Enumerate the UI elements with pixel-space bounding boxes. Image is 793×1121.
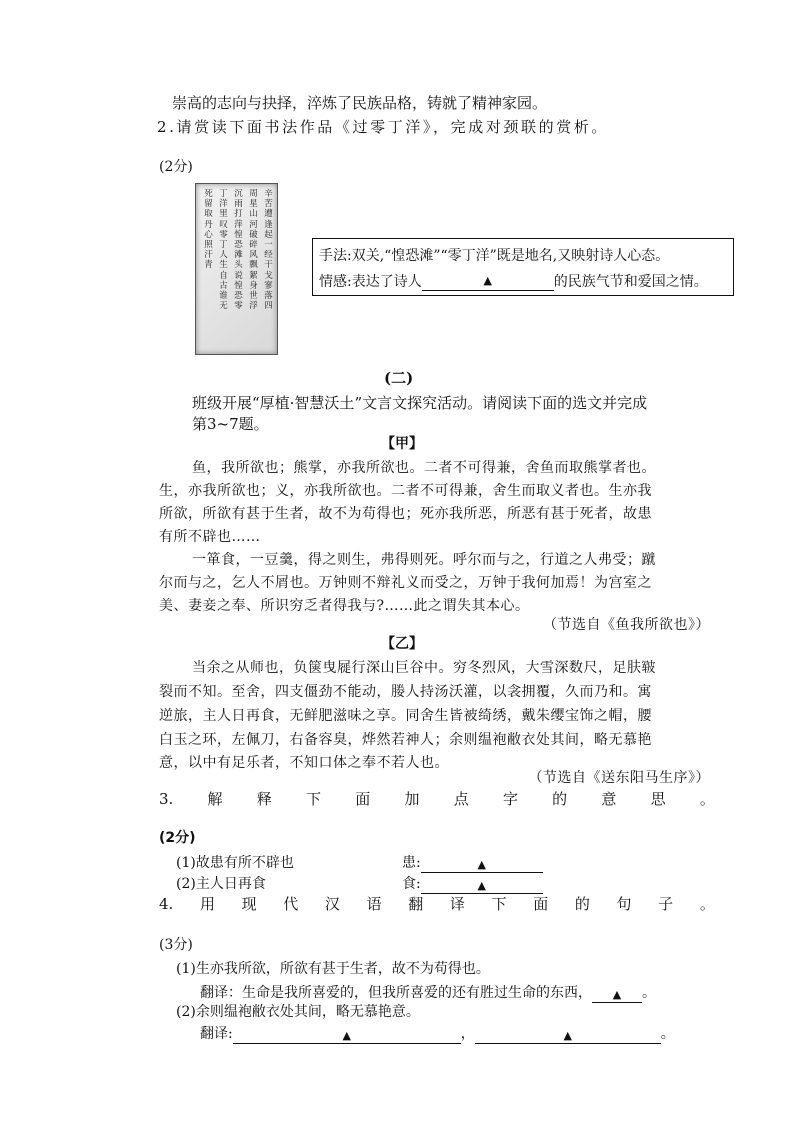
calligraphy-column-4: 丁洋里叹零丁人生自古谁无	[219, 189, 228, 312]
question-4-score: (3分)	[159, 937, 193, 953]
emotion-answer-blank[interactable]	[422, 272, 554, 291]
prompt-char: 点	[453, 790, 469, 808]
emotion-label: 情感:	[319, 274, 352, 290]
prompt-char: 语	[366, 895, 382, 913]
question-3-prompt	[159, 789, 715, 809]
passage-b-line: 意，以中有足乐者，不知口体之奉不若人也。	[159, 755, 449, 771]
technique-label: 手法:	[319, 248, 352, 264]
passage-a-label: 【甲】	[381, 436, 423, 452]
passage-a-line: 所欲，所欲有甚于生者，故不为苟得也；死亦我所恶，所恶有甚于死者，故患	[159, 506, 652, 522]
question-3-item-2: (2)主人日再食	[176, 876, 266, 892]
passage-a-line: 尔而与之，乞人不屑也。万钟则不辩礼义而受之，万钟于我何加焉！为宫室之	[159, 575, 652, 591]
sentence-end: 。	[642, 985, 656, 1001]
answer-blank[interactable]	[421, 854, 543, 873]
section-intro-line2: 第3~7题。	[192, 415, 269, 433]
translation-blank-2[interactable]	[475, 1025, 661, 1044]
question-4-item-1: (1)生亦我所欲，所欲有甚于生者，故不为苟得也。	[176, 961, 490, 977]
passage-b-line: 逆旅，主人日再食，无鲜肥滋味之享。同舍生皆被绮绣，戴朱缨宝饰之帽，腰	[159, 708, 652, 724]
prompt-char: 。	[699, 895, 715, 913]
prompt-char: 现	[241, 895, 257, 913]
question-4-number: 4.	[159, 895, 174, 913]
section-intro-line1: 班级开展“厚植·智慧沃土”文言文探究活动。请阅读下面的选文并完成	[192, 394, 648, 412]
passage-a-line: 有所不辟也……	[159, 529, 261, 545]
prompt-char: 代	[283, 895, 299, 913]
question-2-score: (2分)	[159, 159, 193, 175]
question-4-item-1-answer	[200, 983, 656, 1003]
calligraphy-column-5: 死留取丹心照汗青	[204, 189, 213, 271]
emotion-prefix: 表达了诗人	[351, 274, 422, 290]
prompt-char: 字	[502, 790, 518, 808]
translation-prefix: 翻译：生命是我所喜爱的，但我所喜爱的还有胜过生命的东西，	[200, 985, 592, 1001]
question-4-item-2: (2)余则缊袍敝衣处其间，略无慕艳意。	[176, 1004, 420, 1020]
answer-blank[interactable]	[421, 875, 543, 894]
passage-b-label: 【乙】	[381, 636, 423, 652]
question-4-item-2-answer	[200, 1024, 675, 1044]
prompt-char: 释	[256, 790, 272, 808]
calligraphy-column-2: 周星山河破碎风飘絮身世浮	[249, 189, 258, 312]
calligraphy-image	[195, 183, 278, 355]
blank-marker-icon: ▲	[342, 1029, 351, 1042]
technique-text: 双关,“惶恐滩”“零丁洋”既是地名,又映射诗人心态。	[351, 248, 670, 264]
answer-label: 患:	[402, 855, 421, 871]
prompt-char: 下	[491, 895, 507, 913]
answer-label: 食:	[402, 876, 421, 892]
intro-line: 崇高的志向与抉择，淬炼了民族品格，铸就了精神家园。	[172, 94, 548, 112]
passage-b-line: 白玉之环，左佩刀，右备容臭，烨然若神人；余则缊袍敝衣处其间，略无慕艳	[159, 732, 652, 748]
question-4-prompt	[159, 894, 715, 914]
prompt-char: 加	[404, 790, 420, 808]
prompt-char: 子	[658, 895, 674, 913]
blank-marker-icon: ▲	[483, 274, 492, 287]
passage-a-line: 美、妻妾之奉、所识穷乏者得我与?……此之谓失其本心。	[159, 598, 530, 614]
prompt-char: 解	[207, 790, 223, 808]
passage-a-source: （节选自《鱼我所欲也》）	[543, 617, 710, 633]
blank-marker-icon: ▲	[477, 879, 486, 892]
analysis-box	[312, 238, 734, 296]
blank-marker-icon: ▲	[477, 858, 486, 871]
prompt-char: 面	[355, 790, 371, 808]
blank-marker-icon: ▲	[563, 1029, 572, 1042]
passage-b-line: 当余之从师也，负箧曳屣行深山巨谷中。穷冬烈风，大雪深数尺，足肤皲	[192, 660, 656, 676]
question-3-item-1-answer	[402, 853, 543, 873]
prompt-char: 面	[533, 895, 549, 913]
passage-a-line: 一箪食，一豆羹，得之则生，弗得则死。呼尔而与之，行道之人弗受；蹴	[192, 552, 656, 568]
prompt-char: 用	[199, 895, 215, 913]
question-3-number: 3.	[159, 790, 174, 808]
emotion-suffix: 的民族气节和爱国之情。	[553, 274, 708, 290]
translation-blank-1[interactable]	[233, 1025, 461, 1044]
prompt-char: 句	[616, 895, 632, 913]
prompt-char: 意	[601, 790, 617, 808]
prompt-char: 的	[552, 790, 568, 808]
calligraphy-column-1: 辛苦遭逢起一经干戈寥落四	[264, 189, 273, 312]
sentence-end: 。	[660, 1026, 675, 1042]
prompt-char: 汉	[324, 895, 340, 913]
passage-b-source: （节选自《送东阳马生序》）	[528, 770, 710, 786]
prompt-char: 下	[306, 790, 322, 808]
prompt-char: 翻	[408, 895, 424, 913]
question-3-score: (2分)	[159, 830, 196, 846]
passage-a-line: 生，亦我所欲也；义，亦我所欲也。二者不可得兼，舍生而取义者也。生亦我	[159, 483, 652, 499]
prompt-char: 。	[699, 790, 715, 808]
section-heading: (二)	[384, 369, 414, 387]
question-3-item-2-answer	[402, 874, 543, 894]
blank-marker-icon: ▲	[612, 988, 622, 1001]
question-2-prompt: 2.请赏读下面书法作品《过零丁洋》，完成对颈联的赏析。	[157, 118, 610, 136]
comma: ，	[460, 1026, 475, 1042]
calligraphy-column-3: 沉雨打萍惶恐滩头说惶恐零	[234, 189, 243, 312]
translation-blank[interactable]	[592, 984, 642, 1003]
prompt-char: 译	[449, 895, 465, 913]
passage-a-line: 鱼，我所欲也；熊掌，亦我所欲也。二者不可得兼，舍鱼而取熊掌者也。	[192, 460, 656, 476]
question-3-item-1: (1)故患有所不辟也	[176, 855, 294, 871]
passage-b-line: 裂而不知。至舍，四支僵劲不能动，媵人持汤沃灌，以衾拥覆，久而乃和。寓	[159, 684, 652, 700]
prompt-char: 的	[574, 895, 590, 913]
translation-prefix: 翻译:	[200, 1026, 233, 1042]
prompt-char: 思	[650, 790, 666, 808]
